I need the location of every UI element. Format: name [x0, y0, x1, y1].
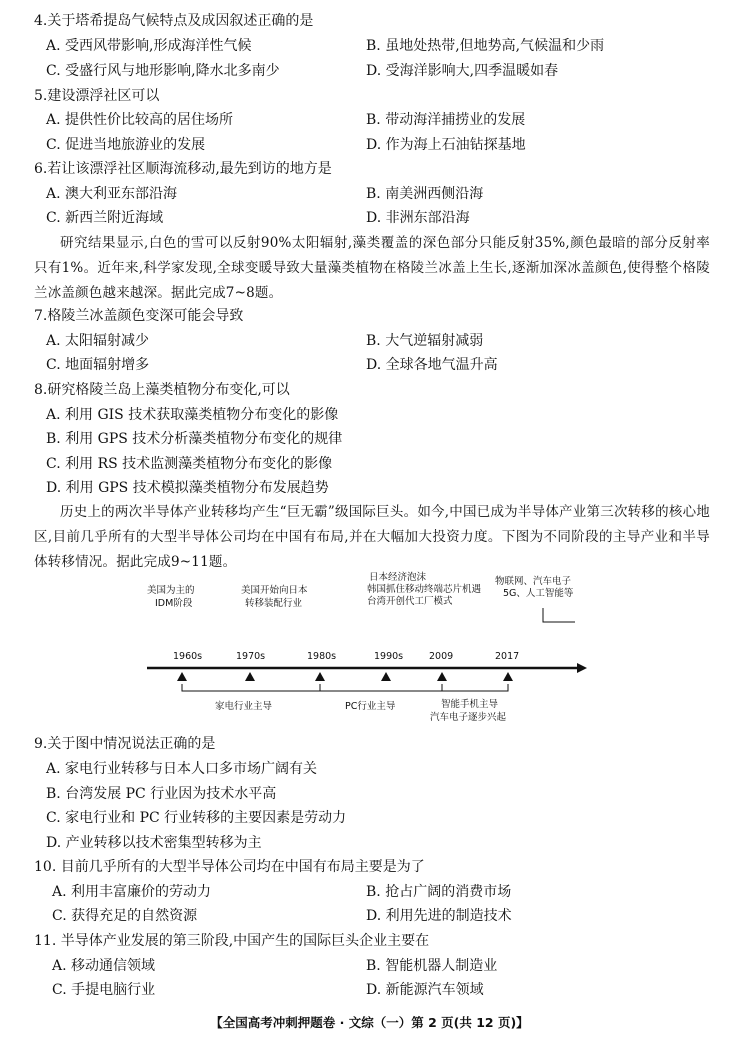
q11-option-d: D. 新能源汽车领域	[366, 982, 484, 998]
q11-stem: 11. 半导体产业发展的第三阶段,中国产生的国际巨头企业主要在	[34, 933, 430, 949]
q8-stem: 8.研究格陵兰岛上藻类植物分布变化,可以	[34, 382, 290, 398]
q7-option-b: B. 大气逆辐射减弱	[366, 333, 484, 349]
q4-option-d: D. 受海洋影响大,四季温暖如春	[366, 63, 559, 79]
q8-option-b: B. 利用 GPS 技术分析藻类植物分布变化的规律	[46, 431, 343, 447]
q7-option-c: C. 地面辐射增多	[46, 357, 150, 373]
page-footer: 【全国高考冲刺押题卷 · 文综（一）第 2 页(共 12 页)】	[210, 1015, 529, 1030]
q6-option-a: A. 澳大利亚东部沿海	[46, 186, 178, 202]
q7-option-a: A. 太阳辐射减少	[46, 333, 150, 349]
timeline-year-4: 1990s	[374, 651, 404, 662]
timeline-marker-3	[315, 672, 325, 681]
q11-option-b: B. 智能机器人制造业	[366, 958, 498, 974]
timeline-marker-1	[177, 672, 187, 681]
timeline-bottom-label-1: 家电行业主导	[215, 701, 273, 712]
q8-option-d: D. 利用 GPS 技术模拟藻类植物分布发展趋势	[46, 480, 329, 496]
timeline-top-label-1-line1: 美国为主的	[147, 585, 195, 596]
timeline-top-label-3-line2: 韩国抓住移动终端芯片机遇	[367, 584, 482, 595]
timeline-bracket-1	[182, 684, 320, 691]
timeline-year-6: 2017	[495, 651, 520, 662]
q8-option-c: C. 利用 RS 技术监测藻类植物分布变化的影像	[46, 456, 333, 472]
q10-option-a: A. 利用丰富廉价的劳动力	[52, 884, 212, 900]
timeline-top-label-2-line2: 转移装配行业	[245, 598, 303, 609]
timeline-top-label-1-line2: IDM阶段	[155, 598, 193, 609]
q4-option-c: C. 受盛行风与地形影响,降水北多南少	[46, 63, 280, 79]
q5-option-d: D. 作为海上石油钻探基地	[366, 137, 526, 153]
timeline-bottom-label-3-line1: 智能手机主导	[441, 699, 499, 710]
timeline-year-2: 1970s	[236, 651, 266, 662]
passage-greenland: 研究结果显示,白色的雪可以反射90%太阳辐射,藻类覆盖的深色部分只能反射35%,颜色最暗的部分反射率只有1%。近年来,科学家发现,全球变暖导致大量藻类植物在格陵兰冰盖上生长,逐渐加深冰盖颜色,使得整个格陵兰冰盖颜色越来越深。据此完成7~8题。	[34, 235, 710, 301]
q7-option-d: D. 全球各地气温升高	[366, 357, 498, 373]
q9-option-d: D. 产业转移以技术密集型转移为主	[46, 835, 262, 851]
q4-option-b: B. 虽地处热带,但地势高,气候温和少雨	[366, 38, 605, 54]
timeline-bracket-2	[320, 684, 442, 691]
q8-option-a: A. 利用 GIS 技术获取藻类植物分布变化的影像	[46, 407, 339, 423]
timeline-year-5: 2009	[429, 651, 454, 662]
timeline-top-label-3-line3: 台湾开创代工厂模式	[367, 596, 453, 607]
q6-stem: 6.若让该漂浮社区顺海流移动,最先到访的地方是	[34, 161, 332, 177]
q9-stem: 9.关于图中情况说法正确的是	[34, 736, 216, 752]
q10-option-c: C. 获得充足的自然资源	[52, 908, 198, 924]
timeline-top-label-2-line1: 美国开始向日本	[241, 585, 308, 596]
timeline-marker-6	[503, 672, 513, 681]
semiconductor-timeline-figure	[145, 568, 590, 728]
timeline-marker-5	[437, 672, 447, 681]
q9-option-a: A. 家电行业转移与日本人口多市场广阔有关	[46, 761, 318, 777]
timeline-bottom-label-3-line2: 汽车电子逐步兴起	[430, 712, 507, 723]
q9-option-b: B. 台湾发展 PC 行业因为技术水平高	[46, 786, 277, 802]
timeline-marker-4	[381, 672, 391, 681]
q4-option-a: A. 受西风带影响,形成海洋性气候	[46, 38, 252, 54]
q5-option-b: B. 带动海洋捕捞业的发展	[366, 112, 526, 128]
timeline-bottom-label-2: PC行业主导	[345, 701, 396, 712]
q11-option-a: A. 移动通信领域	[52, 958, 156, 974]
timeline-top-label-3-line1: 日本经济泡沫	[369, 572, 427, 583]
timeline-top-label-4-line2: 5G、人工智能等	[503, 588, 574, 599]
timeline-year-1: 1960s	[173, 651, 203, 662]
timeline-year-3: 1980s	[307, 651, 337, 662]
q5-option-c: C. 促进当地旅游业的发展	[46, 137, 206, 153]
q10-option-d: D. 利用先进的制造技术	[366, 908, 512, 924]
q7-stem: 7.格陵兰冰盖颜色变深可能会导致	[34, 308, 244, 324]
timeline-arrow-head	[577, 663, 587, 673]
passage-semiconductor: 历史上的两次半导体产业转移均产生“巨无霸”级国际巨头。如今,中国已成为半导体产业第三次转移的核心地区,目前几乎所有的大型半导体公司均在中国有布局,并在大幅加大投资力度。下图为不同阶段的主导产业和半导体转移情况。据此完成9~11题。	[34, 504, 710, 570]
q10-stem: 10. 目前几乎所有的大型半导体公司均在中国有布局主要是为了	[34, 859, 425, 875]
q6-option-c: C. 新西兰附近海域	[46, 210, 164, 226]
q4-stem: 4.关于塔希提岛气候特点及成因叙述正确的是	[34, 13, 314, 29]
q5-stem: 5.建设漂浮社区可以	[34, 88, 160, 104]
q11-option-c: C. 手提电脑行业	[52, 982, 156, 998]
timeline-marker-2	[245, 672, 255, 681]
q10-option-b: B. 抢占广阔的消费市场	[366, 884, 512, 900]
timeline-top-bracket	[543, 608, 575, 622]
timeline-bracket-3	[442, 684, 508, 691]
q9-option-c: C. 家电行业和 PC 行业转移的主要因素是劳动力	[46, 810, 347, 826]
timeline-top-label-4-line1: 物联网、汽车电子	[495, 576, 572, 587]
q6-option-b: B. 南美洲西侧沿海	[366, 186, 484, 202]
q6-option-d: D. 非洲东部沿海	[366, 210, 470, 226]
q5-option-a: A. 提供性价比较高的居住场所	[46, 112, 234, 128]
